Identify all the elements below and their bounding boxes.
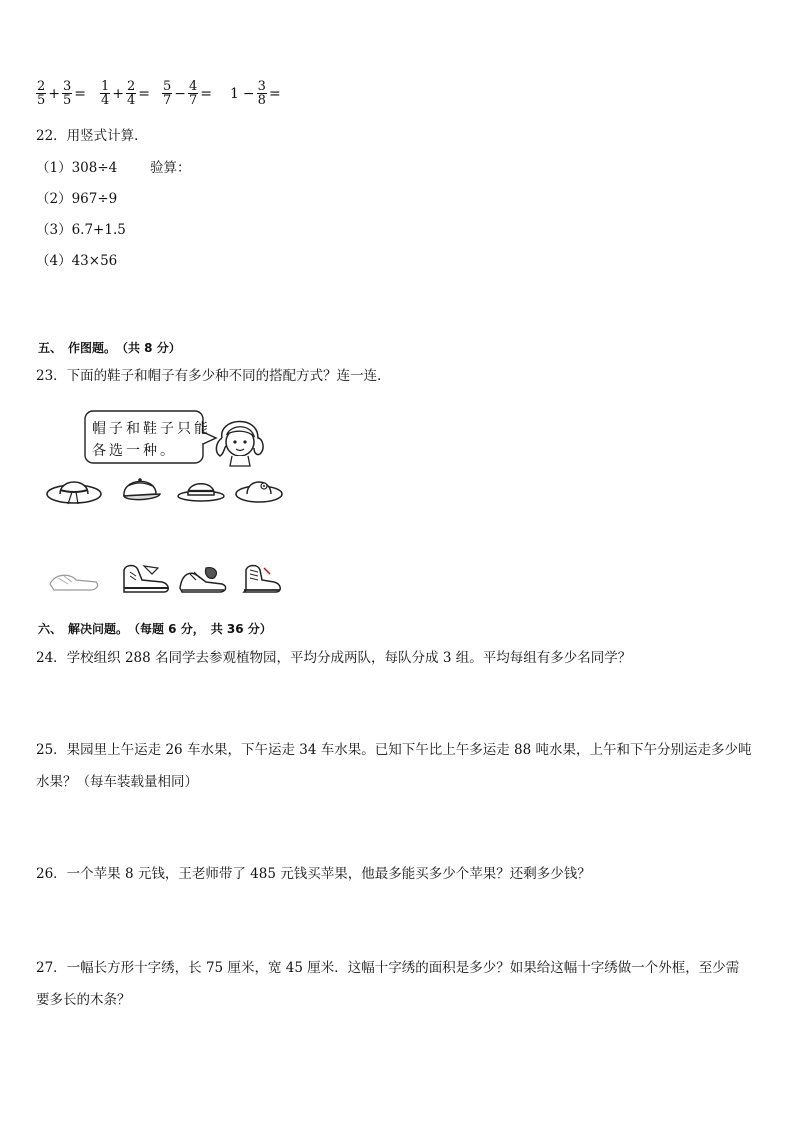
denominator: 8	[257, 93, 266, 108]
denominator: 7	[163, 93, 172, 108]
fraction	[188, 80, 198, 107]
numerator: 3	[257, 79, 266, 94]
cap-icon	[118, 472, 164, 506]
denominator: 4	[127, 93, 136, 108]
numerator: 2	[37, 79, 46, 94]
section-6-heading: 六、 解决问题。 （每题 6 分， 共 36 分）	[38, 622, 272, 636]
denominator: 4	[101, 93, 110, 108]
q26-text: 26．一个苹果 8 元钱，王老师带了 485 元钱买苹果，他最多能买多少个苹果？还剩多少钱？	[36, 866, 591, 882]
fraction	[100, 80, 110, 107]
q22-check-label: 验算：	[150, 160, 191, 176]
fraction	[36, 80, 46, 107]
equals-sign: =	[200, 85, 213, 102]
high-top-icon	[236, 562, 284, 594]
bubble-line-1: 帽子和鞋子只能	[92, 421, 211, 437]
numerator: 3	[63, 79, 72, 94]
numerator: 4	[189, 79, 198, 94]
denominator: 5	[63, 93, 72, 108]
fraction	[126, 80, 136, 107]
bonnet-icon	[234, 472, 284, 506]
q27-text-line-2: 要多长的木条？	[36, 992, 131, 1008]
fraction	[162, 80, 172, 107]
fraction	[257, 80, 267, 107]
q22-item-2: （2）967÷9	[36, 191, 118, 207]
q27-text-line-1: 27．一幅长方形十字绣，长 75 厘米，宽 45 厘米．这幅十字绣的面积是多少？如果给这幅十字绣做一个外框，至少需	[36, 960, 740, 976]
operator: −	[242, 85, 255, 102]
fraction-expr-3	[162, 80, 214, 107]
slipper-icon	[46, 566, 102, 594]
q24-text: 24．学校组织 288 名同学去参观植物园，平均分成两队，每队分成 3 组。平均每组有多少名同学？	[36, 650, 632, 666]
denominator: 5	[37, 93, 46, 108]
q22-item-1: （1）308÷4	[36, 160, 118, 176]
sneaker-icon	[176, 562, 230, 594]
operator: −	[174, 85, 187, 102]
fraction-expr-2	[100, 80, 152, 107]
fraction-expr-1	[36, 80, 88, 107]
equals-sign: =	[74, 85, 87, 102]
section-5-heading: 五、 作图题。 （共 8 分）	[38, 341, 181, 355]
numerator: 2	[127, 79, 136, 94]
q25-text-line-2: 水果？（每车装载量相同）	[36, 774, 198, 790]
boot-icon	[118, 560, 174, 596]
sun-hat-icon	[44, 472, 104, 508]
q22-item-4: （4）43×56	[36, 253, 118, 269]
fraction	[62, 80, 72, 107]
numerator: 5	[163, 79, 172, 94]
fraction-expr-4	[228, 80, 283, 107]
whole-number: 1	[230, 85, 239, 102]
q22-item-3: （3）6.7+1.5	[36, 222, 126, 238]
equals-sign: =	[138, 85, 151, 102]
denominator: 7	[189, 93, 198, 108]
bubble-line-2: 各选一种。	[92, 443, 177, 459]
q23-title: 23．下面的鞋子和帽子有多少种不同的搭配方式？连一连．	[36, 368, 391, 384]
numerator: 1	[101, 79, 110, 94]
fedora-icon	[176, 474, 226, 504]
q25-text-line-1: 25．果园里上午运走 26 车水果，下午运走 34 车水果。已知下午比上午多运走 88 吨水果，上午和下午分别运走多少吨	[36, 742, 752, 758]
operator: +	[112, 85, 125, 102]
operator: +	[48, 85, 61, 102]
girl-icon	[212, 408, 268, 470]
q22-title: 22．用竖式计算．	[36, 128, 148, 144]
equals-sign: =	[268, 85, 281, 102]
